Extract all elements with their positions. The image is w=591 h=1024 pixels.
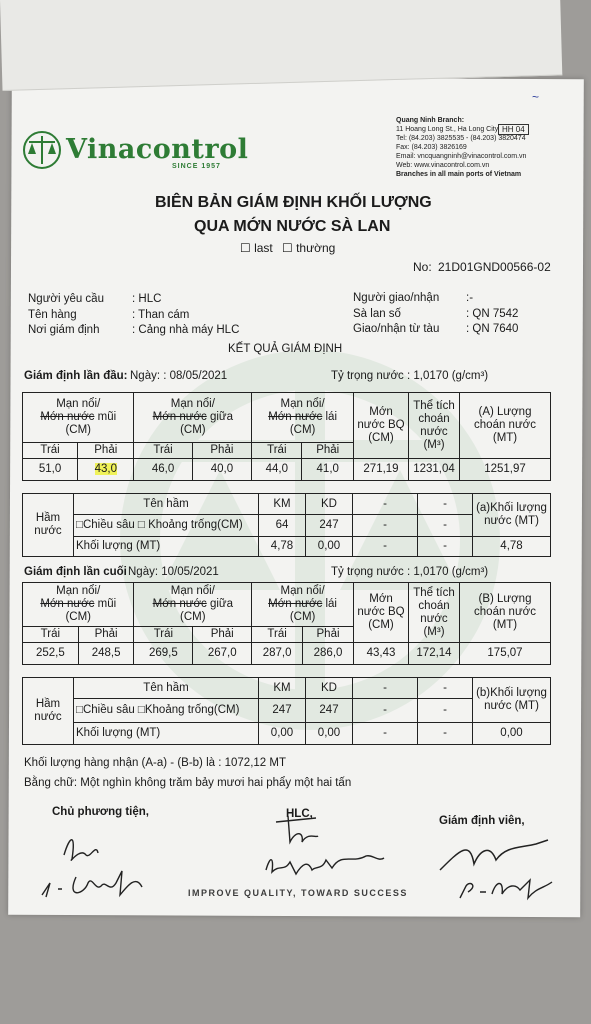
inspector-signature-label: Giám định viên, <box>439 815 525 827</box>
header-mui <box>23 583 134 627</box>
mass-label: Khối lượng (MT) <box>74 537 259 557</box>
barge-value: : QN 7542 <box>466 308 519 320</box>
requester-value: : HLC <box>132 293 162 305</box>
dash-cell: - <box>418 494 473 515</box>
paper-edge <box>0 0 562 91</box>
kd-header: KD <box>306 678 353 699</box>
branch-line: Email: vncquangninh@vinacontrol.com.vn <box>396 153 527 160</box>
b-water-value: 0,00 <box>473 723 551 745</box>
header-text: (CM) <box>65 424 92 436</box>
header-text: (CM) <box>289 611 316 623</box>
value-cell: 172,14 <box>409 643 460 665</box>
first-draft-table <box>22 392 551 481</box>
header-text: Mớn nước <box>40 411 95 423</box>
ship-value: : QN 7640 <box>466 323 519 335</box>
value-cell: 43,43 <box>354 643 409 665</box>
col-trai: Trái <box>252 443 302 459</box>
place-label: Nơi giám định <box>28 324 100 336</box>
inspector-signature <box>430 830 570 905</box>
km-value: 247 <box>259 699 306 723</box>
value-cell: 252,5 <box>23 643 79 665</box>
ham-nuoc-label: Hầm nước <box>23 678 74 745</box>
km-header: KM <box>259 678 306 699</box>
option-last: ☐ last <box>240 241 273 255</box>
header-the-tich: Thể tích choán nước (M³) <box>409 393 460 459</box>
first-date: Ngày: : 08/05/2021 <box>130 370 228 382</box>
header-text: Mạn nổi/ <box>170 398 215 410</box>
mass-kd: 0,00 <box>306 723 353 745</box>
mass-km: 0,00 <box>259 723 306 745</box>
doc-title-line2: QUA MỚN NƯỚC SÀ LAN <box>194 218 391 235</box>
header-giua <box>134 393 252 443</box>
branch-line: Branches in all main ports of Vietnam <box>396 171 522 178</box>
b-water-label: (b)Khối lượng nước (MT) <box>473 678 551 723</box>
received-mass: Khối lượng hàng nhận (A-a) - (B-b) là : 1072,12 MT <box>24 757 286 769</box>
last-date: Ngày: 10/05/2021 <box>128 566 219 578</box>
a-water-value: 4,78 <box>473 537 551 557</box>
logo-since: SINCE 1957 <box>172 163 221 170</box>
col-phai: Phải <box>302 443 354 459</box>
pen-mark: ~ <box>532 90 540 104</box>
a-water-label: (a)Khối lượng nước (MT) <box>473 494 551 537</box>
dash-cell: - <box>418 723 473 745</box>
value-cell-highlighted <box>78 459 134 481</box>
header-text: Mớn nước <box>152 411 207 423</box>
hlc-signature-label: HLC, <box>286 808 313 820</box>
last-tank-table <box>22 677 551 745</box>
col-trai: Trái <box>23 443 78 459</box>
header-text: lái <box>322 411 337 423</box>
header-lai <box>252 583 354 627</box>
footer-slogan: IMPROVE QUALITY, TOWARD SUCCESS <box>188 888 408 898</box>
header-luong-choan: (A) Lượng choán nước (MT) <box>460 393 551 459</box>
col-phai: Phải <box>192 443 252 459</box>
header-text: (CM) <box>180 611 206 623</box>
deliver-label: Người giao/nhận <box>353 292 440 304</box>
km-value: 64 <box>259 515 306 537</box>
logo-wordmark: Vinacontrol <box>66 134 249 165</box>
value-cell: 43,0 <box>94 463 117 475</box>
goods-value: : Than cám <box>132 309 190 321</box>
header-mon-bq: Mớn nước BQ (CM) <box>354 583 409 643</box>
col-trai: Trái <box>134 627 193 643</box>
last-label: Giám định lần cuối <box>24 566 127 578</box>
header-text: (CM) <box>289 424 316 436</box>
header-text: Mạn nổi/ <box>170 585 215 597</box>
doc-number-label: No: <box>413 260 432 274</box>
mass-label: Khối lượng (MT) <box>74 723 259 745</box>
owner-signature <box>36 825 176 905</box>
first-tank-table <box>22 493 551 557</box>
depth-option: □Chiều sâu □ Khoảng trống(CM) <box>74 515 259 537</box>
depth-option: □Chiều sâu □Khoảng trống(CM) <box>74 699 259 723</box>
km-header: KM <box>259 494 306 515</box>
doc-number: 21D01GND00566-02 <box>438 260 551 274</box>
header-text: Mớn nước <box>152 598 207 610</box>
value-cell: 51,0 <box>23 459 78 481</box>
header-lai <box>252 393 354 443</box>
header-text: Mớn nước <box>268 598 323 610</box>
col-trai: Trái <box>252 627 303 643</box>
header-giua <box>134 583 252 627</box>
header-text: Mớn nước <box>268 411 323 423</box>
value-cell: 248,5 <box>78 643 134 665</box>
value-cell: 287,0 <box>252 643 303 665</box>
mass-kd: 0,00 <box>306 537 353 557</box>
requester-label: Người yêu cầu <box>28 293 104 305</box>
header-mui <box>23 393 134 443</box>
last-density: Tỷ trọng nước : 1,0170 (g/cm³) <box>331 566 489 578</box>
branch-line: 11 Hoang Long St., Ha Long City <box>396 126 499 133</box>
col-phai: Phải <box>303 627 354 643</box>
header-the-tich: Thể tích choán nước (M³) <box>409 583 460 643</box>
ship-label: Giao/nhận từ tàu <box>353 323 440 335</box>
owner-signature-label: Chủ phương tiện, <box>52 806 149 818</box>
header-mon-bq: Mớn nước BQ (CM) <box>354 393 409 459</box>
dash-cell: - <box>418 699 473 723</box>
value-cell: 1231,04 <box>409 459 460 481</box>
doc-title-line1: BIÊN BẢN GIÁM ĐỊNH KHỐI LƯỢNG <box>155 194 432 211</box>
tank-name-header: Tên hầm <box>74 678 259 699</box>
kd-header: KD <box>306 494 353 515</box>
col-phai: Phải <box>193 627 252 643</box>
branch-line: Web: www.vinacontrol.com.vn <box>396 162 490 169</box>
value-cell: 175,07 <box>460 643 551 665</box>
form-code-stamp: HH 04 <box>498 124 529 135</box>
value-cell: 1251,97 <box>460 459 551 481</box>
dash-cell: - <box>353 699 418 723</box>
scale-logo-icon <box>22 130 62 170</box>
value-cell: 44,0 <box>252 459 302 481</box>
header-text: lái <box>322 598 337 610</box>
header-text: giữa <box>206 598 233 610</box>
hlc-signature <box>256 812 396 882</box>
first-density: Tỷ trọng nước : 1,0170 (g/cm³) <box>331 370 489 382</box>
ham-nuoc-label: Hầm nước <box>23 494 74 557</box>
result-title: KẾT QUẢ GIÁM ĐỊNH <box>228 343 343 355</box>
place-value: : Cảng nhà máy HLC <box>132 324 240 336</box>
header-text: mũi <box>94 598 117 610</box>
dash-cell: - <box>353 537 418 557</box>
value-cell: 271,19 <box>354 459 409 481</box>
value-cell: 267,0 <box>193 643 252 665</box>
header-text: (CM) <box>65 611 91 623</box>
header-text: (CM) <box>180 424 206 436</box>
deliver-value: :- <box>466 292 474 304</box>
header-text: Mạn nổi/ <box>280 398 325 410</box>
col-phai: Phải <box>78 627 134 643</box>
header-text: Mớn nước <box>40 598 95 610</box>
dash-cell: - <box>353 494 418 515</box>
option-thuong: ☐ thường <box>282 241 336 255</box>
dash-cell: - <box>353 678 418 699</box>
mass-in-words: Bằng chữ: Một nghìn không trăm bảy mươi hai phẩy một hai tấn <box>24 777 352 789</box>
branch-line: Tel: (84.203) 3825535 - (84.203) 3820474 <box>396 135 526 142</box>
mass-km: 4,78 <box>259 537 306 557</box>
header-text: giữa <box>206 411 234 423</box>
value-cell: 46,0 <box>134 459 192 481</box>
last-draft-table <box>22 582 551 665</box>
col-trai: Trái <box>23 627 79 643</box>
barge-label: Sà lan số <box>353 308 401 320</box>
header-text: Mạn nổi/ <box>56 398 101 410</box>
header-luong-choan: (B) Lượng choán nước (MT) <box>460 583 551 643</box>
col-phai: Phải <box>78 443 134 459</box>
dash-cell: - <box>353 723 418 745</box>
kd-value: 247 <box>306 515 353 537</box>
col-trai: Trái <box>134 443 192 459</box>
kd-value: 247 <box>306 699 353 723</box>
branch-line: Fax: (84.203) 3826169 <box>396 144 467 151</box>
header-text: Mạn nổi/ <box>280 585 325 597</box>
dash-cell: - <box>353 515 418 537</box>
value-cell: 269,5 <box>134 643 193 665</box>
goods-label: Tên hàng <box>28 309 77 321</box>
value-cell: 40,0 <box>192 459 252 481</box>
header-text: mũi <box>94 411 117 423</box>
header-text: Mạn nổi/ <box>56 585 101 597</box>
tank-name-header: Tên hầm <box>74 494 259 515</box>
value-cell: 41,0 <box>302 459 354 481</box>
branch-line: Quang Ninh Branch: <box>396 117 465 124</box>
dash-cell: - <box>418 678 473 699</box>
dash-cell: - <box>418 515 473 537</box>
first-label: Giám định lần đầu: <box>24 370 128 382</box>
value-cell: 286,0 <box>303 643 354 665</box>
dash-cell: - <box>418 537 473 557</box>
